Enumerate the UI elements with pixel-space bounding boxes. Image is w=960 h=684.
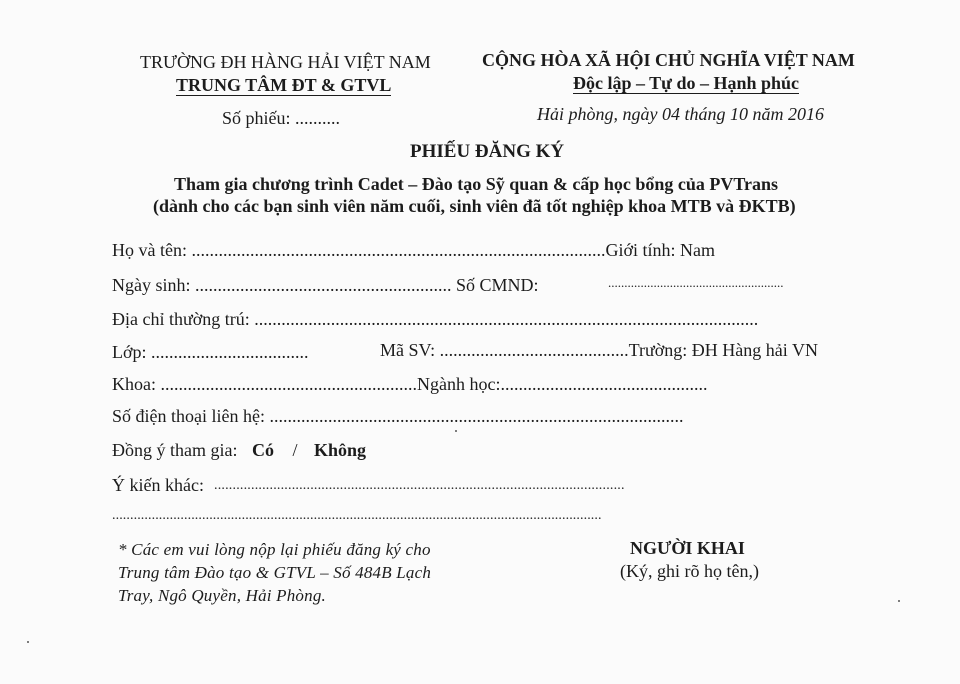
address-field[interactable]: Địa chỉ thường trú: ................................................................................................................ xyxy=(112,309,759,329)
national-motto xyxy=(573,73,799,94)
scan-speck xyxy=(27,641,29,643)
university-name: TRƯỜNG ĐH HÀNG HẢI VIỆT NAM xyxy=(140,52,431,72)
class-field[interactable]: Lớp: ................................... xyxy=(112,342,309,362)
country-name: CỘNG HÒA XÃ HỘI CHỦ NGHĨA VIỆT NAM xyxy=(482,50,855,70)
note-line-3: Tray, Ngô Quyền, Hải Phòng. xyxy=(118,586,326,605)
other-opinion-field-line2[interactable]: ........................................................................................................................................ xyxy=(112,508,602,523)
declarer-title: NGƯỜI KHAI xyxy=(630,538,745,558)
note-line-1: * Các em vui lòng nộp lại phiếu đăng ký cho xyxy=(118,540,431,559)
other-opinion-field[interactable]: ............................................................................................................... xyxy=(214,478,625,493)
declarer-note: (Ký, ghi rõ họ tên,) xyxy=(620,561,759,581)
faculty-major-field[interactable]: Khoa: .........................................................Ngành học:.............................................. xyxy=(112,374,708,394)
other-opinion-label: Ý kiến khác: xyxy=(112,475,204,495)
agree-row xyxy=(112,440,366,461)
scan-speck xyxy=(455,430,457,432)
agree-yes-option[interactable]: Có xyxy=(251,440,274,460)
form-subtitle-1: Tham gia chương trình Cadet – Đào tạo Sỹ quan & cấp học bổng của PVTrans xyxy=(174,174,779,194)
name-field[interactable]: Họ và tên: ............................................................................................Giới tính: Nam xyxy=(112,240,715,260)
agree-label: Đồng ý tham gia: xyxy=(112,440,238,460)
center-name xyxy=(176,75,391,96)
agree-no-option[interactable]: Không xyxy=(314,440,367,460)
agree-separator: / xyxy=(292,440,298,460)
form-title: PHIẾU ĐĂNG KÝ xyxy=(410,141,565,162)
national-motto-text: Độc lập – Tự do – Hạnh phúc xyxy=(573,73,800,93)
note-line-2: Trung tâm Đào tạo & GTVL – Số 484B Lạch xyxy=(118,563,432,582)
ticket-number: Số phiếu: .......... xyxy=(222,108,341,128)
scan-speck xyxy=(898,600,900,602)
form-subtitle-2: (dành cho các bạn sinh viên năm cuối, sinh viên đã tốt nghiệp khoa MTB và ĐKTB) xyxy=(153,196,796,216)
id-number-dots: ...................................................... xyxy=(608,275,784,290)
student-id-school-field[interactable]: Mã SV: ..........................................Trường: ĐH Hàng hải VN xyxy=(380,340,818,360)
center-name-text: TRUNG TÂM ĐT & GTVL xyxy=(176,75,392,95)
dob-id-field[interactable]: Ngày sinh: ......................................................... Số CMND: xyxy=(112,275,539,295)
phone-field[interactable]: Số điện thoại liên hệ: ............................................................................................ xyxy=(112,406,684,426)
date-line: Hải phòng, ngày 04 tháng 10 năm 2016 xyxy=(537,104,824,124)
